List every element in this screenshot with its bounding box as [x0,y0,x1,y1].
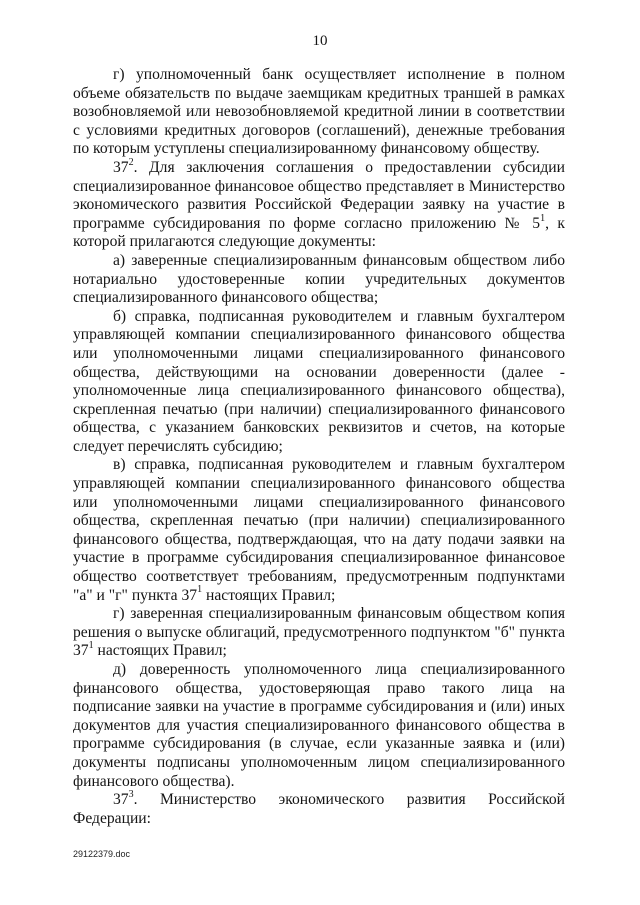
page-number: 10 [312,33,328,49]
footer-filename: 29122379.doc [73,849,131,859]
paragraph-37-3 [73,788,565,828]
paragraph-text: . Для заключения соглашения о предоставлении субсидии специализированное финансовое общество представляет в Министерство экономического развития Российской Федерации заявку на участие в программе субсидирования по форме согласно приложению № 5 [73,158,565,232]
paragraph-g [73,605,565,661]
section-number-superscript: 3 [128,788,134,800]
paragraph-v [73,456,565,605]
section-number-superscript: 2 [128,156,134,168]
paragraph-a: а) заверенные специализированным финансовым обществом либо нотариально удостоверенные копии учредительных документов специализированного финансового общества; [73,251,565,307]
paragraph-d: д) доверенность уполномоченного лица специализированного финансового общества, удостоверяющая право такого лица на подписание заявки на участие в программе субсидирования и (или) иных документов для участия специализированного финансового общества в программе субсидирования (в случае, если указанные заявка и (или) документы подписаны уполномоченным лицом специализированного финансового общества). [73,661,565,790]
paragraph-text: г) заверенная специализированным финансовым обществом копия решения о выпуске облигаций, предусмотренного подпунктом "б" пункта 37 [73,605,565,660]
document-body [73,66,565,828]
footnote-reference: 1 [540,212,546,224]
paragraph-b: б) справка, подписанная руководителем и главным бухгалтером управляющей компании специализированного финансового общества или уполномоченными лицами специализированного финансового общества, действующими на основании доверенности (далее - уполномоченные лица специализированного финансового общества), скрепленная печатью (при наличии) специализированного финансового общества, с указанием банковских реквизитов и счетов, на которые следует перечислять субсидию; [73,307,565,455]
section-reference-superscript: 1 [197,584,203,596]
paragraph-g-bank: г) уполномоченный банк осуществляет исполнение в полном объеме обязательств по выдаче заемщикам кредитных траншей в рамках возобновляемой или невозобновляемой кредитной линии в соответствии с условиями кредитных договоров (соглашений), денежные требования по которым уступлены специализированному финансовому обществу. [73,66,565,158]
section-number: 37 [113,158,129,176]
paragraph-37-2 [73,156,565,252]
section-reference-superscript: 1 [88,640,94,652]
paragraph-text-continued: , к которой прилагаются следующие документы: [73,214,565,251]
section-number: 37 [113,791,129,809]
paragraph-text: . Министерство экономического развития Российской Федерации: [73,791,565,827]
paragraph-text-continued: настоящих Правил; [202,586,336,604]
paragraph-text: в) справка, подписанная руководителем и главным бухгалтером управляющей компании специализированного финансового общества или уполномоченными лицами специализированного финансового общества, скрепленная печатью (при наличии) специализированного финансового общества, подтверждающая, что на дату подачи заявки на участие в программе субсидирования специализированное финансовое общество соответствует требованиям, предусмотренным подпунктами "а" и "г" пункта 37 [73,456,565,604]
paragraph-text-continued: настоящих Правил; [93,642,227,660]
